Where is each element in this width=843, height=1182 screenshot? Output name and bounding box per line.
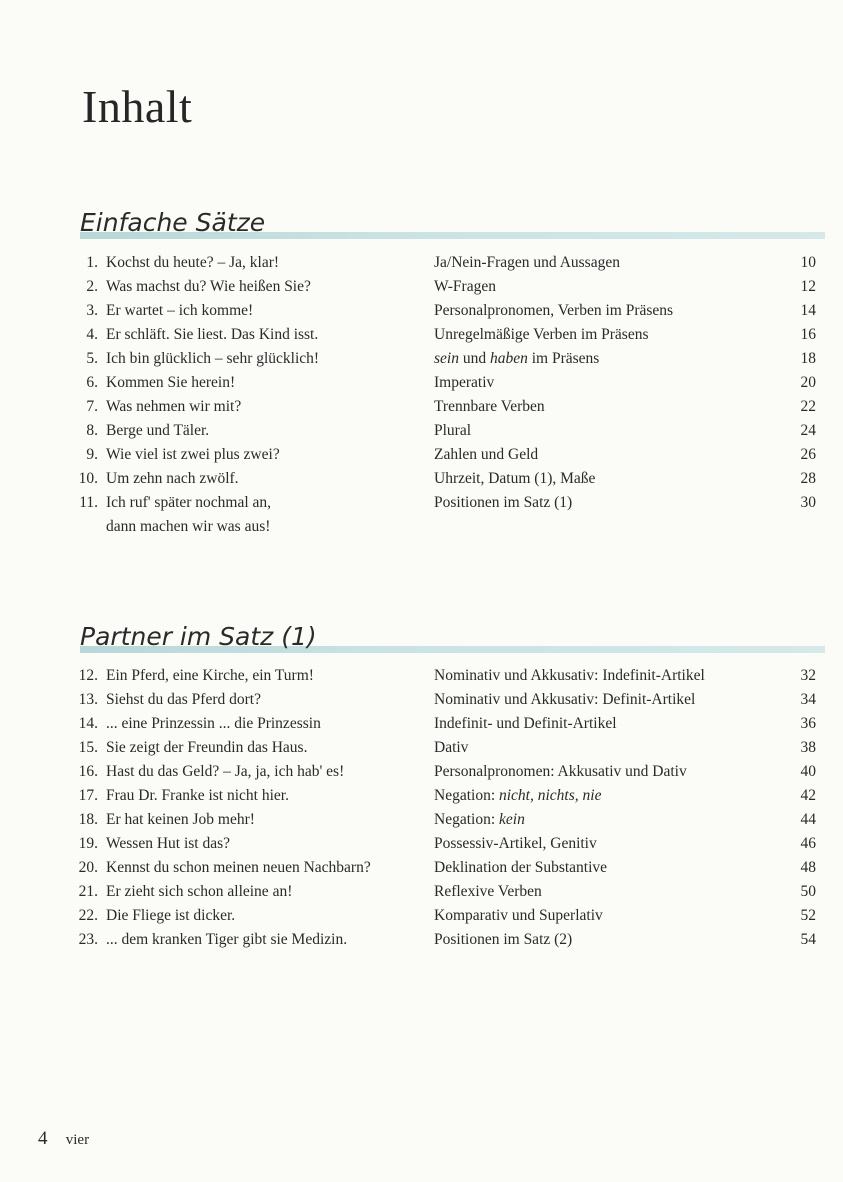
entry-page-number: 10 [800, 254, 816, 271]
section-header-einfache-saetze [80, 206, 825, 240]
entry-number: 13. [78, 691, 98, 708]
entry-number: 5. [86, 350, 98, 367]
entry-topic [434, 395, 545, 419]
entry-title: Sie zeigt der Freundin das Haus. [106, 739, 308, 756]
toc-entry [74, 784, 816, 808]
entry-topic [434, 251, 620, 275]
entry-number: 7. [86, 398, 98, 415]
topic-segment: nicht, nichts, nie [499, 787, 602, 804]
entry-page-number: 44 [800, 811, 816, 828]
entry-topic [434, 443, 538, 467]
topic-segment: Ja/Nein-Fragen und Aussagen [434, 254, 620, 271]
toc-entry [74, 808, 816, 832]
topic-segment: Positionen im Satz (2) [434, 931, 573, 948]
entry-number: 22. [78, 907, 98, 924]
entry-number: 12. [78, 667, 98, 684]
entry-topic [434, 928, 572, 952]
toc-entry [74, 928, 816, 952]
entry-title: Was nehmen wir mit? [106, 398, 242, 415]
entry-title: Kommen Sie herein! [106, 374, 236, 391]
entry-number: 8. [86, 422, 98, 439]
entry-page-number: 48 [800, 859, 816, 876]
entry-topic [434, 880, 542, 904]
entry-title: Berge und Täler. [106, 422, 210, 439]
topic-segment: Dativ [434, 739, 469, 756]
entry-title: Was machst du? Wie heißen Sie? [106, 278, 311, 295]
entry-title: Er wartet – ich komme! [106, 302, 254, 319]
entry-page-number: 12 [800, 278, 816, 295]
entry-topic [434, 712, 617, 736]
entry-topic [434, 491, 572, 515]
entry-title: Die Fliege ist dicker. [106, 907, 236, 924]
toc-entry [74, 904, 816, 928]
topic-segment: Reflexive Verben [434, 883, 542, 900]
entry-page-number: 46 [800, 835, 816, 852]
toc-entry [74, 443, 816, 467]
entry-page-number: 18 [800, 350, 816, 367]
entry-number: 9. [86, 446, 98, 463]
entry-page-number: 34 [800, 691, 816, 708]
toc-entry [74, 371, 816, 395]
entry-page-number: 40 [800, 763, 816, 780]
entry-topic [434, 371, 494, 395]
toc-list-einfache-saetze [74, 251, 816, 539]
topic-segment: W-Fragen [434, 278, 496, 295]
topic-segment: Positionen im Satz (1) [434, 494, 573, 511]
entry-page-number: 26 [800, 446, 816, 463]
entry-title: Ich bin glücklich – sehr glücklich! [106, 350, 320, 367]
topic-segment: sein [434, 350, 459, 367]
entry-number: 4. [86, 326, 98, 343]
entry-topic [434, 736, 468, 760]
toc-entry [74, 419, 816, 443]
topic-segment: Komparativ und Superlativ [434, 907, 603, 924]
topic-segment: Indefinit- und Definit-Artikel [434, 715, 617, 732]
toc-entry [74, 347, 816, 371]
entry-number: 21. [78, 883, 98, 900]
entry-page-number: 50 [800, 883, 816, 900]
entry-topic [434, 688, 695, 712]
entry-title: Um zehn nach zwölf. [106, 470, 239, 487]
entry-number: 11. [79, 494, 98, 511]
toc-entry [74, 856, 816, 880]
entry-page-number: 32 [800, 667, 816, 684]
topic-segment: Unregelmäßige Verben im Präsens [434, 326, 649, 343]
toc-entry [74, 395, 816, 419]
entry-number: 2. [86, 278, 98, 295]
entry-page-number: 20 [800, 374, 816, 391]
section-title: Einfache Sätze [80, 208, 266, 237]
topic-segment: im Präsens [527, 350, 600, 367]
topic-segment: Personalpronomen: Akkusativ und Dativ [434, 763, 687, 780]
entry-topic [434, 419, 471, 443]
entry-topic [434, 760, 687, 784]
toc-entry [74, 275, 816, 299]
entry-topic [434, 808, 525, 832]
entry-number: 6. [86, 374, 98, 391]
toc-entry [74, 712, 816, 736]
entry-page-number: 22 [800, 398, 816, 415]
entry-topic [434, 347, 599, 371]
entry-page-number: 28 [800, 470, 816, 487]
page-title: Inhalt [82, 81, 193, 132]
toc-entry [74, 688, 816, 712]
entry-number: 10. [78, 470, 98, 487]
toc-entry [74, 491, 816, 539]
page-footer [38, 1128, 89, 1150]
entry-topic [434, 856, 607, 880]
entry-number: 23. [78, 931, 98, 948]
toc-entry [74, 880, 816, 904]
topic-segment: Trennbare Verben [434, 398, 545, 415]
entry-page-number: 54 [800, 931, 816, 948]
topic-segment: und [458, 350, 490, 367]
entry-page-number: 38 [800, 739, 816, 756]
toc-entry [74, 251, 816, 275]
entry-topic [434, 467, 595, 491]
entry-page-number: 42 [800, 787, 816, 804]
entry-title: Wie viel ist zwei plus zwei? [106, 446, 280, 463]
entry-number: 14. [78, 715, 98, 732]
entry-title: Er schläft. Sie liest. Das Kind isst. [106, 326, 319, 343]
topic-segment: Deklination der Substantive [434, 859, 608, 876]
entry-number: 16. [78, 763, 98, 780]
topic-segment: Nominativ und Akkusativ: Indefinit-Artikel [434, 667, 705, 684]
entry-title: Er zieht sich schon alleine an! [106, 883, 293, 900]
toc-list-partner-im-satz [74, 664, 816, 952]
entry-title: Hast du das Geld? – Ja, ja, ich hab' es! [106, 763, 345, 780]
entry-title: Frau Dr. Franke ist nicht hier. [106, 787, 289, 804]
entry-page-number: 30 [800, 494, 816, 511]
toc-entry [74, 467, 816, 491]
entry-title: Ein Pferd, eine Kirche, ein Turm! [106, 667, 314, 684]
topic-segment: Negation: [434, 811, 499, 828]
topic-segment: Zahlen und Geld [434, 446, 539, 463]
entry-title: Siehst du das Pferd dort? [106, 691, 261, 708]
entry-topic [434, 323, 649, 347]
topic-segment: Imperativ [434, 374, 495, 391]
entry-topic [434, 299, 673, 323]
topic-segment: Possessiv-Artikel, Genitiv [434, 835, 597, 852]
entry-number: 3. [86, 302, 98, 319]
entry-number: 17. [78, 787, 98, 804]
toc-entry [74, 299, 816, 323]
topic-segment: Personalpronomen, Verben im Präsens [434, 302, 674, 319]
entry-number: 18. [78, 811, 98, 828]
entry-page-number: 52 [800, 907, 816, 924]
entry-number: 15. [78, 739, 98, 756]
topic-segment: Plural [434, 422, 472, 439]
entry-number: 1. [86, 254, 98, 271]
entry-title: Ich ruf' später nochmal an, dann machen wir was aus! [106, 494, 272, 535]
entry-topic [434, 784, 601, 808]
entry-title: ... dem kranken Tiger gibt sie Medizin. [106, 931, 348, 948]
entry-title: Kennst du schon meinen neuen Nachbarn? [106, 859, 371, 876]
entry-title: Wessen Hut ist das? [106, 835, 231, 852]
entry-title: Kochst du heute? – Ja, klar! [106, 254, 280, 271]
toc-entry [74, 760, 816, 784]
toc-entry [74, 664, 816, 688]
toc-entry [74, 323, 816, 347]
topic-segment: Uhrzeit, Datum (1), Maße [434, 470, 596, 487]
entry-topic [434, 832, 597, 856]
entry-topic [434, 275, 496, 299]
footer-page-number: 4 [38, 1128, 48, 1149]
topic-segment: Nominativ und Akkusativ: Definit-Artikel [434, 691, 696, 708]
entry-page-number: 36 [800, 715, 816, 732]
topic-segment: Negation: [434, 787, 499, 804]
entry-page-number: 16 [800, 326, 816, 343]
entry-topic [434, 904, 603, 928]
toc-entry [74, 736, 816, 760]
topic-segment: kein [499, 811, 525, 828]
toc-entry [74, 832, 816, 856]
entry-topic [434, 664, 705, 688]
entry-page-number: 14 [800, 302, 816, 319]
entry-page-number: 24 [800, 422, 816, 439]
entry-title: Er hat keinen Job mehr! [106, 811, 255, 828]
section-title: Partner im Satz (1) [80, 622, 317, 651]
entry-title: ... eine Prinzessin ... die Prinzessin [106, 715, 321, 732]
footer-page-word: vier [65, 1132, 90, 1148]
section-header-partner-im-satz [80, 620, 825, 654]
entry-number: 19. [78, 835, 98, 852]
entry-number: 20. [78, 859, 98, 876]
topic-segment: haben [489, 350, 528, 367]
